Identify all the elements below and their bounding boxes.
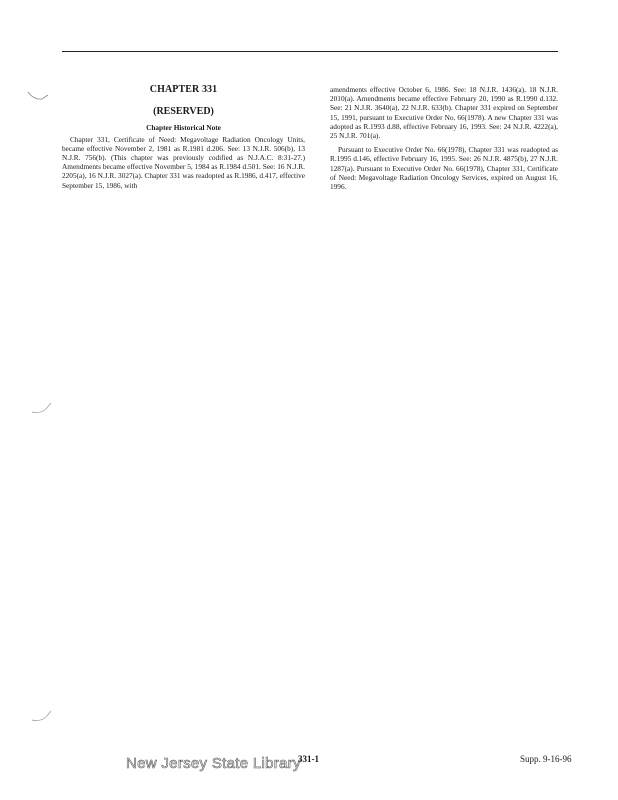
left-column — [62, 85, 305, 190]
scan-mark-bottom — [30, 708, 54, 724]
library-stamp: New Jersey State Library — [126, 755, 301, 772]
header-rule — [62, 51, 558, 52]
scan-mark-middle — [30, 400, 54, 416]
page-number: 331-1 — [298, 754, 319, 764]
historical-note-paragraph: Chapter 331, Certificate of Need: Megavoltage Radiation Oncology Units, became effective November 2, 1981 as R.1981 d.206. See: 13 N.J.R. 506(b), 13 N.J.R. 756(b). (This chapter was previously codified as N.J.A.C. 8:31-27.) Amendments became effective November 5, 1984 as R.1984 d.501. See: 16 N.J.R. 2205(a), 16 N.J.R. 3027(a). Chapter 331 was readopted as R.1986, d.417, effective September 15, 1986, with — [62, 134, 305, 190]
right-column — [330, 85, 558, 191]
historical-note-continuation: amendments effective October 6, 1986. See: 18 N.J.R. 1436(a), 18 N.J.R. 2010(a). Amendments became effective February 20, 1990 as R.1990 d.132. See: 21 N.J.R. 3640(a), 22 N.J.R. 633(b). Chapter 331 expired on September 15, 1991, pursuant to Executive Order No. 66(1978). A new Chapter 331 was adopted as R.1993 d.88, effective February 16, 1993. See: 24 N.J.R. 4222(a), 25 N.J.R. 701(a). — [330, 85, 558, 141]
scan-mark-top — [26, 88, 52, 104]
supplement-date: Supp. 9-16-96 — [520, 754, 572, 764]
reserved-label: (RESERVED) — [153, 106, 214, 118]
readoption-paragraph: Pursuant to Executive Order No. 66(1978), Chapter 331 was readopted as R.1995 d.146, effective February 16, 1995. See: 26 N.J.R. 4875(b), 27 N.J.R. 1287(a). Pursuant to Executive Order No. 66(1978), Chapter 331, Certificate of Need: Megavoltage Radiation Oncology Services, expired on August 16, 1996. — [330, 145, 558, 192]
historical-note-heading: Chapter Historical Note — [146, 123, 221, 133]
chapter-title: CHAPTER 331 — [149, 84, 218, 95]
